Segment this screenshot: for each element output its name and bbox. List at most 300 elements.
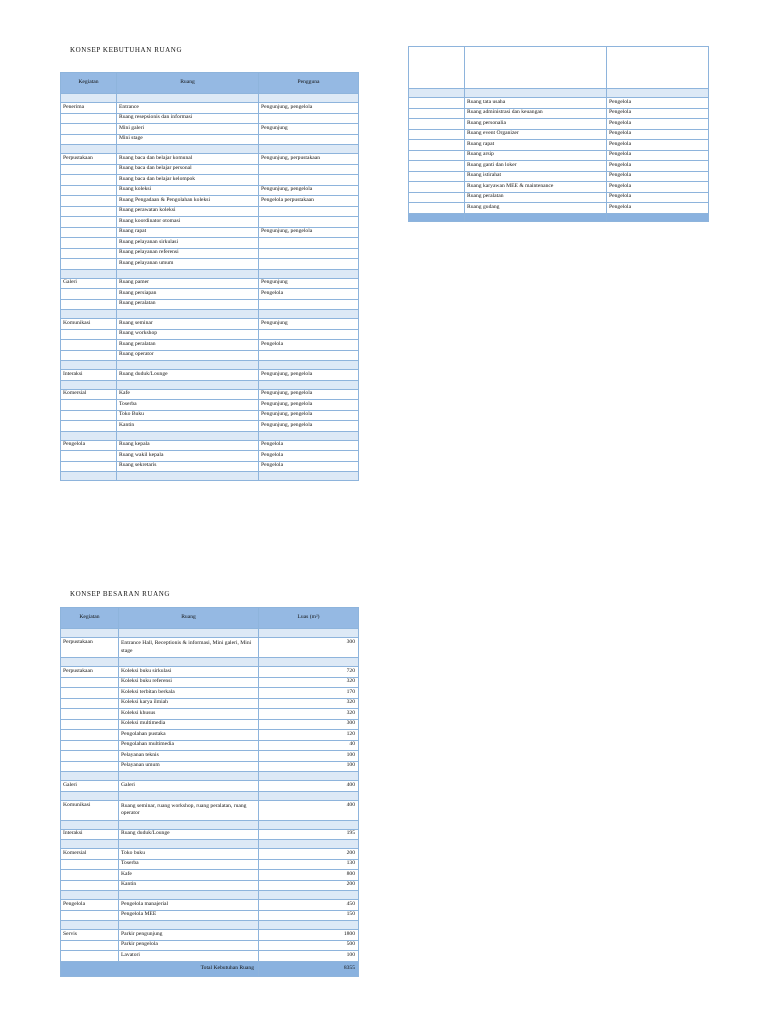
table-row <box>61 389 359 400</box>
cell-kegiatan <box>61 688 119 699</box>
cell-kegiatan <box>61 761 119 772</box>
table-row <box>61 340 359 351</box>
cell-kegiatan <box>61 238 117 249</box>
table-row <box>61 880 359 891</box>
cell-ruang: Ruang Pengadaan & Pengolahan koleksi <box>117 196 259 207</box>
cell-kegiatan <box>61 227 117 238</box>
cell-pengguna: Pengunjung, pengelola <box>259 103 359 114</box>
table-row <box>409 203 709 214</box>
cell-pengguna <box>259 217 359 228</box>
cell-ruang: Galeri <box>119 781 259 792</box>
cell-kegiatan <box>61 772 119 781</box>
cell-pengguna: Pengelola <box>259 440 359 451</box>
cell-ruang: Toko Buku <box>117 410 259 421</box>
cell-kegiatan: Perpustakaan <box>61 154 117 165</box>
cell-ruang <box>119 820 259 829</box>
cell-luas <box>259 629 359 638</box>
table-row <box>61 350 359 361</box>
cell-kegiatan: Penerima <box>61 103 117 114</box>
cell-kegiatan <box>61 880 119 891</box>
total-label: Total Kebutuhan Ruang <box>61 961 259 976</box>
cell-ruang: Mini galeri <box>117 124 259 135</box>
cell-ruang: Ruang duduk/Lounge <box>119 829 259 840</box>
cell-ruang: Ruang pamer <box>117 278 259 289</box>
cell-ruang: Ruang baca dan belajar komunal <box>117 154 259 165</box>
cell-pengguna <box>259 361 359 370</box>
cell-ruang: Ruang operator <box>117 350 259 361</box>
cell-pengguna: Pengelola <box>607 192 709 203</box>
cell-luas: 200 <box>259 849 359 860</box>
cell-ruang: Ruang baca dan belajar kelompok <box>117 175 259 186</box>
cell-kegiatan <box>61 840 119 849</box>
cell-kegiatan: Galeri <box>61 278 117 289</box>
cell-luas <box>259 921 359 930</box>
table-row <box>61 227 359 238</box>
cell-ruang: Ruang gudang <box>465 203 607 214</box>
cell-pengguna <box>259 134 359 145</box>
cell-kegiatan: Pengelola <box>61 440 117 451</box>
table-row <box>61 124 359 135</box>
table-row <box>61 113 359 124</box>
cell-pengguna: Pengunjung <box>259 278 359 289</box>
cell-pengguna <box>259 94 359 103</box>
cell-luas: 200 <box>259 880 359 891</box>
table-row <box>61 461 359 472</box>
cell-luas <box>259 791 359 800</box>
cell-kegiatan <box>61 740 119 751</box>
cell-ruang: Parkir pengelola <box>119 940 259 951</box>
cell-kegiatan <box>61 361 117 370</box>
cell-luas: 120 <box>259 730 359 741</box>
table-row <box>61 278 359 289</box>
cell-kegiatan <box>61 791 119 800</box>
table-row <box>409 140 709 151</box>
cell-kegiatan <box>61 269 117 278</box>
cell-kegiatan <box>409 119 465 130</box>
cell-kegiatan <box>61 677 119 688</box>
cell-kegiatan <box>61 870 119 881</box>
cell-luas <box>259 891 359 900</box>
table-row <box>61 164 359 175</box>
cell-luas <box>259 820 359 829</box>
table-row <box>61 238 359 249</box>
cell-ruang: Pengolahan pustaka <box>119 730 259 741</box>
cell-pengguna <box>259 113 359 124</box>
cell-kegiatan <box>61 451 117 462</box>
table-row <box>61 781 359 792</box>
cell-ruang: Ruang seminar, ruang workshop, ruang peralatan, ruang operator <box>119 800 259 820</box>
table-row <box>61 870 359 881</box>
cell-ruang <box>117 380 259 389</box>
cell-kegiatan: Perpustakaan <box>61 667 119 678</box>
cell-kegiatan: Komunikasi <box>61 319 117 330</box>
table-row <box>61 329 359 340</box>
cell-pengguna <box>259 472 359 481</box>
cell-kegiatan <box>61 259 117 270</box>
cell-kegiatan <box>61 164 117 175</box>
cell-ruang: Entrance <box>117 103 259 114</box>
table-row <box>409 192 709 203</box>
table-header-row <box>61 608 359 629</box>
table-row <box>61 451 359 462</box>
col-header-luas: Luas (m²) <box>259 608 359 629</box>
cell-pengguna <box>259 269 359 278</box>
cell-pengguna: Pengelola <box>607 119 709 130</box>
cell-ruang <box>117 94 259 103</box>
cell-kegiatan <box>61 461 117 472</box>
cell-pengguna: Pengelola <box>259 340 359 351</box>
cell-pengguna: Pengunjung <box>259 124 359 135</box>
cell-luas: 300 <box>259 638 359 658</box>
footer-cell <box>465 213 607 221</box>
cell-ruang <box>119 772 259 781</box>
table-row-blank <box>61 310 359 319</box>
cell-kegiatan <box>61 859 119 870</box>
cell-luas: 400 <box>259 800 359 820</box>
table-row-blank <box>61 94 359 103</box>
cell-kegiatan <box>409 161 465 172</box>
cell-ruang: Kantin <box>119 880 259 891</box>
cell-pengguna <box>259 350 359 361</box>
cell-kegiatan <box>409 182 465 193</box>
table-body <box>61 94 359 481</box>
table-row <box>61 400 359 411</box>
table-row <box>61 206 359 217</box>
cell-kegiatan <box>61 206 117 217</box>
cell-ruang: Koleksi buku referensi <box>119 677 259 688</box>
cell-pengguna: Pengelola <box>607 161 709 172</box>
cell-kegiatan <box>61 751 119 762</box>
cell-ruang: Ruang ganti dan loker <box>465 161 607 172</box>
cell-pengguna <box>259 259 359 270</box>
cell-ruang: Entrance Hall, Receptionis & informasi, Mini galeri, Mini stage <box>119 638 259 658</box>
table-row <box>61 134 359 145</box>
table-row <box>61 677 359 688</box>
cell-kegiatan: Komunikasi <box>61 800 119 820</box>
cell-luas: 100 <box>259 761 359 772</box>
cell-pengguna: Pengunjung, pengelola <box>259 400 359 411</box>
cell-kegiatan <box>61 380 117 389</box>
table-row <box>61 761 359 772</box>
cell-luas <box>259 840 359 849</box>
cell-ruang: Ruang peralatan <box>117 299 259 310</box>
table-row-blank <box>61 269 359 278</box>
table-row <box>409 161 709 172</box>
cell-luas: 320 <box>259 677 359 688</box>
table-row <box>61 698 359 709</box>
cell-kegiatan <box>61 730 119 741</box>
cell-kegiatan <box>409 98 465 109</box>
cell-kegiatan <box>61 940 119 951</box>
cell-kegiatan <box>61 124 117 135</box>
cell-ruang <box>119 921 259 930</box>
table-row <box>409 108 709 119</box>
table-row <box>61 709 359 720</box>
cell-kegiatan <box>409 203 465 214</box>
cell-ruang: Pelayanan teknis <box>119 751 259 762</box>
cell-ruang: Pengelola manajerial <box>119 900 259 911</box>
cell-luas: 40 <box>259 740 359 751</box>
table-row <box>409 98 709 109</box>
table-row-blank <box>61 472 359 481</box>
cell-ruang: Ruang rapat <box>117 227 259 238</box>
cell-pengguna: Pengunjung, pengelola <box>259 227 359 238</box>
cell-ruang: Ruang arsip <box>465 150 607 161</box>
table-row <box>409 129 709 140</box>
cell-kegiatan <box>61 472 117 481</box>
total-value: 8355 <box>259 961 359 976</box>
cell-kegiatan <box>61 185 117 196</box>
table-row <box>61 154 359 165</box>
cell-ruang: Ruang sekretaris <box>117 461 259 472</box>
cell-ruang: Ruang koleksi <box>117 185 259 196</box>
cell-kegiatan <box>61 421 117 432</box>
table-row <box>409 171 709 182</box>
cell-pengguna <box>259 329 359 340</box>
table-row <box>61 217 359 228</box>
table-row <box>61 730 359 741</box>
table-body <box>61 629 359 962</box>
table-row <box>61 719 359 730</box>
table-row <box>61 440 359 451</box>
cell-kegiatan <box>61 719 119 730</box>
table-row <box>61 248 359 259</box>
cell-kegiatan <box>61 329 117 340</box>
cell-pengguna <box>259 238 359 249</box>
table-header-row <box>409 47 709 89</box>
cell-kegiatan: Komersial <box>61 849 119 860</box>
table-row-blank <box>61 820 359 829</box>
col-header-blank-2 <box>465 47 607 89</box>
cell-ruang: Ruang event Organizer <box>465 129 607 140</box>
footer-cell <box>409 213 465 221</box>
cell-ruang: Ruang rapat <box>465 140 607 151</box>
cell-ruang: Pelayanan umum <box>119 761 259 772</box>
cell-pengguna: Pengelola <box>607 98 709 109</box>
cell-kegiatan: Interaksi <box>61 370 117 381</box>
table-row <box>61 421 359 432</box>
cell-kegiatan <box>61 94 117 103</box>
cell-ruang: Kantin <box>117 421 259 432</box>
table-row <box>61 800 359 820</box>
cell-kegiatan <box>61 698 119 709</box>
cell-luas <box>259 772 359 781</box>
cell-ruang <box>117 310 259 319</box>
cell-luas: 450 <box>259 900 359 911</box>
table-row <box>61 751 359 762</box>
total-row <box>61 961 359 976</box>
cell-kegiatan: Pengelola <box>61 900 119 911</box>
cell-kegiatan <box>61 175 117 186</box>
cell-ruang: Ruang karyawan MEE & maintenance <box>465 182 607 193</box>
table-row <box>409 119 709 130</box>
cell-ruang: Ruang administrasi dan keuangan <box>465 108 607 119</box>
cell-pengguna: Pengelola <box>607 182 709 193</box>
cell-ruang <box>117 361 259 370</box>
cell-ruang: Parkir pengunjung <box>119 930 259 941</box>
col-header-kegiatan: Kegiatan <box>61 73 117 94</box>
cell-ruang: Ruang pelayanan sirkulasi <box>117 238 259 249</box>
table-row <box>61 259 359 270</box>
cell-luas: 320 <box>259 709 359 720</box>
cell-kegiatan <box>61 709 119 720</box>
cell-kegiatan: Servis <box>61 930 119 941</box>
besaran-title: KONSEP BESARAN RUANG <box>70 590 171 598</box>
cell-luas: 800 <box>259 870 359 881</box>
table-row <box>61 370 359 381</box>
cell-kegiatan <box>409 140 465 151</box>
cell-ruang: Lavatori <box>119 951 259 962</box>
cell-kegiatan: Komersial <box>61 389 117 400</box>
cell-ruang: Pengelola MEE <box>119 910 259 921</box>
table-row <box>61 740 359 751</box>
cell-ruang: Toserba <box>119 859 259 870</box>
cell-ruang: Ruang resepsionis dan informasi <box>117 113 259 124</box>
cell-kegiatan <box>61 951 119 962</box>
cell-ruang: Ruang pelayanan referensi <box>117 248 259 259</box>
cell-kegiatan <box>61 629 119 638</box>
table-row-blank <box>61 658 359 667</box>
cell-kegiatan <box>409 108 465 119</box>
cell-kegiatan <box>61 289 117 300</box>
cell-kegiatan <box>61 248 117 259</box>
cell-luas: 195 <box>259 829 359 840</box>
cell-kegiatan <box>61 145 117 154</box>
blank-cell <box>465 89 607 98</box>
cell-ruang: Koleksi multimedia <box>119 719 259 730</box>
table-row-blank <box>61 380 359 389</box>
cell-ruang: Ruang workshop <box>117 329 259 340</box>
cell-pengguna <box>259 175 359 186</box>
table-body <box>409 89 709 222</box>
table-row <box>61 849 359 860</box>
cell-kegiatan <box>409 192 465 203</box>
cell-luas: 300 <box>259 719 359 730</box>
cell-ruang <box>119 791 259 800</box>
cell-ruang: Ruang wakil kepala <box>117 451 259 462</box>
cell-luas: 320 <box>259 698 359 709</box>
cell-pengguna: Pengelola <box>607 203 709 214</box>
kebutuhan-ruang-table <box>60 72 359 481</box>
cell-pengguna: Pengelola perpustakaan <box>259 196 359 207</box>
table-row <box>61 319 359 330</box>
footer-cell <box>607 213 709 221</box>
cell-pengguna: Pengelola <box>607 129 709 140</box>
cell-kegiatan <box>409 129 465 140</box>
cell-ruang: Ruang istirahat <box>465 171 607 182</box>
cell-pengguna: Pengelola <box>607 108 709 119</box>
cell-luas: 720 <box>259 667 359 678</box>
table-row <box>409 150 709 161</box>
cell-pengguna: Pengelola <box>259 451 359 462</box>
cell-pengguna: Pengunjung <box>259 319 359 330</box>
cell-ruang: Koleksi khusus <box>119 709 259 720</box>
table-header-row <box>61 73 359 94</box>
table-row <box>61 829 359 840</box>
table-row <box>61 667 359 678</box>
cell-kegiatan: Perpustakaan <box>61 638 119 658</box>
cell-kegiatan <box>61 431 117 440</box>
cell-luas: 100 <box>259 751 359 762</box>
cell-pengguna: Pengelola <box>607 140 709 151</box>
cell-ruang: Pengolahan multimedia <box>119 740 259 751</box>
cell-luas: 150 <box>259 910 359 921</box>
cell-luas <box>259 658 359 667</box>
cell-kegiatan <box>61 921 119 930</box>
cell-pengguna: Pengelola <box>259 461 359 472</box>
table-row-blank <box>61 361 359 370</box>
cell-ruang <box>119 891 259 900</box>
table-row <box>61 410 359 421</box>
cell-ruang <box>117 269 259 278</box>
kebutuhan-title: KONSEP KEBUTUHAN RUANG <box>70 46 183 54</box>
table-row-blank <box>409 89 709 98</box>
cell-ruang: Kafe <box>119 870 259 881</box>
cell-kegiatan <box>61 658 119 667</box>
cell-pengguna: Pengunjung, pengelola <box>259 410 359 421</box>
blank-cell <box>607 89 709 98</box>
cell-ruang: Toko buku <box>119 849 259 860</box>
table-row <box>61 859 359 870</box>
table-row <box>61 930 359 941</box>
cell-ruang: Ruang seminar <box>117 319 259 330</box>
col-header-blank-1 <box>409 47 465 89</box>
cell-pengguna <box>259 380 359 389</box>
cell-luas: 500 <box>259 940 359 951</box>
cell-ruang: Ruang perawatan koleksi <box>117 206 259 217</box>
col-header-ruang: Ruang <box>119 608 259 629</box>
besaran-ruang-table <box>60 607 359 977</box>
cell-kegiatan <box>61 410 117 421</box>
cell-ruang: Ruang peralatan <box>117 340 259 351</box>
table-row-blank <box>61 431 359 440</box>
table-row <box>61 175 359 186</box>
col-header-blank-3 <box>607 47 709 89</box>
cell-kegiatan <box>61 113 117 124</box>
table-row <box>61 910 359 921</box>
table-row <box>61 196 359 207</box>
cell-ruang: Koleksi terbitan berkala <box>119 688 259 699</box>
blank-cell <box>409 89 465 98</box>
cell-ruang <box>117 472 259 481</box>
cell-kegiatan <box>61 217 117 228</box>
table-row <box>61 103 359 114</box>
cell-pengguna: Pengunjung, pengelola <box>259 185 359 196</box>
cell-kegiatan <box>61 196 117 207</box>
cell-ruang <box>119 658 259 667</box>
table-row <box>61 638 359 658</box>
table-row <box>61 940 359 951</box>
cell-pengguna: Pengelola <box>607 150 709 161</box>
col-header-pengguna: Pengguna <box>259 73 359 94</box>
table-row-blank <box>61 772 359 781</box>
cell-ruang: Koleksi karya ilmiah <box>119 698 259 709</box>
table-row-blank <box>61 891 359 900</box>
cell-ruang: Koleksi buku sirkulasi <box>119 667 259 678</box>
cell-kegiatan <box>61 400 117 411</box>
cell-ruang: Ruang tata usaha <box>465 98 607 109</box>
table-row-blank <box>61 629 359 638</box>
cell-kegiatan: Galeri <box>61 781 119 792</box>
pengelola-ruang-table <box>408 46 709 222</box>
cell-kegiatan <box>61 134 117 145</box>
table-row <box>409 182 709 193</box>
cell-ruang <box>119 840 259 849</box>
table-row-blank <box>61 840 359 849</box>
cell-luas: 100 <box>259 951 359 962</box>
table-footer-row <box>409 213 709 221</box>
cell-pengguna: Pengunjung, pengelola <box>259 389 359 400</box>
